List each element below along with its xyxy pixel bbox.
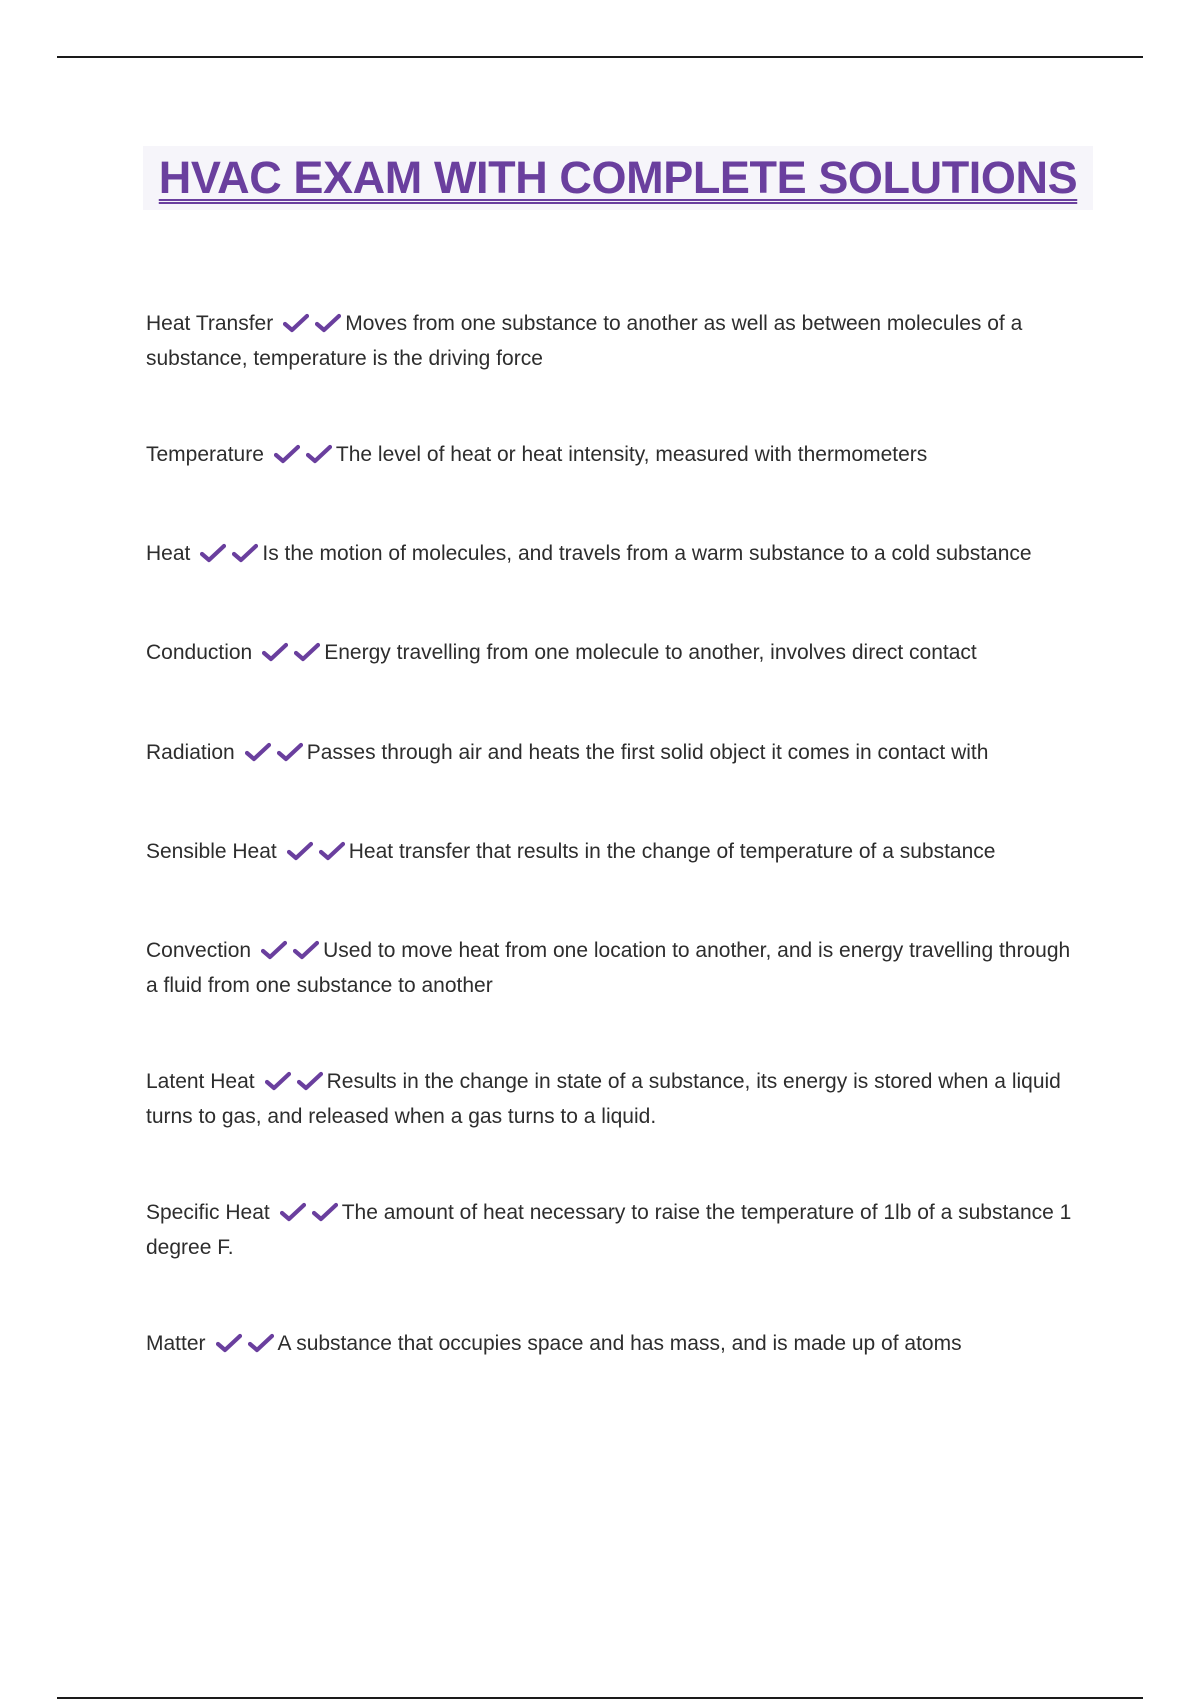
list-item <box>146 308 1076 375</box>
footer-rule <box>57 1697 1143 1699</box>
check-marks <box>261 938 319 970</box>
check-mark-icon <box>216 1333 242 1353</box>
check-mark-icon <box>315 313 341 333</box>
definition: Results in the change in state of a substance, its energy is stored when a liquid turns to gas, and released when a gas turns to a liquid. <box>146 1070 1061 1128</box>
check-mark-icon <box>245 742 271 762</box>
check-marks <box>283 311 341 343</box>
check-mark-icon <box>293 940 319 960</box>
definition: The level of heat or heat intensity, measured with thermometers <box>335 443 928 466</box>
term: Temperature <box>146 443 264 466</box>
list-item <box>146 935 1076 1002</box>
definition: Heat transfer that results in the change of temperature of a substance <box>348 840 996 863</box>
check-mark-icon <box>287 841 313 861</box>
list-item <box>146 538 1076 573</box>
term: Heat <box>146 542 191 565</box>
check-marks <box>280 1200 338 1232</box>
definition: A substance that occupies space and has mass, and is made up of atoms <box>277 1332 962 1355</box>
list-item <box>146 637 1076 672</box>
check-mark-icon <box>297 1071 323 1091</box>
definition: Moves from one substance to another as well as between molecules of a substance, temperature is the driving force <box>146 312 1023 370</box>
term: Convection <box>146 939 252 962</box>
definition: Passes through air and heats the first solid object it comes in contact with <box>306 741 989 764</box>
header-rule <box>57 56 1143 58</box>
check-marks <box>216 1331 274 1363</box>
term: Heat Transfer <box>146 312 274 335</box>
check-mark-icon <box>312 1202 338 1222</box>
check-marks <box>274 442 332 474</box>
definition: Used to move heat from one location to another, and is energy travelling through a fluid from one substance to another <box>146 939 1071 997</box>
list-item <box>146 1197 1076 1264</box>
check-mark-icon <box>294 642 320 662</box>
check-marks <box>262 640 320 672</box>
check-mark-icon <box>248 1333 274 1353</box>
term: Radiation <box>146 741 235 764</box>
check-mark-icon <box>274 444 300 464</box>
term: Latent Heat <box>146 1070 255 1093</box>
list-item <box>146 1066 1076 1133</box>
term: Specific Heat <box>146 1201 270 1224</box>
list-item <box>146 1328 1076 1363</box>
title-banner <box>143 146 1093 210</box>
check-marks <box>265 1069 323 1101</box>
definition: The amount of heat necessary to raise the temperature of 1lb of a substance 1 degree F. <box>146 1201 1072 1259</box>
check-mark-icon <box>265 1071 291 1091</box>
check-mark-icon <box>261 940 287 960</box>
check-mark-icon <box>232 543 258 563</box>
term: Sensible Heat <box>146 840 277 863</box>
list-item <box>146 737 1076 772</box>
check-mark-icon <box>277 742 303 762</box>
check-marks <box>287 839 345 871</box>
check-mark-icon <box>280 1202 306 1222</box>
term: Matter <box>146 1332 206 1355</box>
check-mark-icon <box>262 642 288 662</box>
check-mark-icon <box>200 543 226 563</box>
check-marks <box>245 740 303 772</box>
list-item <box>146 836 1076 871</box>
page-title: HVAC EXAM WITH COMPLETE SOLUTIONS <box>158 152 1078 203</box>
definition: Energy travelling from one molecule to another, involves direct contact <box>324 641 977 664</box>
definition: Is the motion of molecules, and travels from a warm substance to a cold substance <box>262 542 1032 565</box>
check-mark-icon <box>306 444 332 464</box>
check-marks <box>200 541 258 573</box>
check-mark-icon <box>319 841 345 861</box>
list-item <box>146 439 1076 474</box>
check-mark-icon <box>283 313 309 333</box>
term: Conduction <box>146 641 253 664</box>
